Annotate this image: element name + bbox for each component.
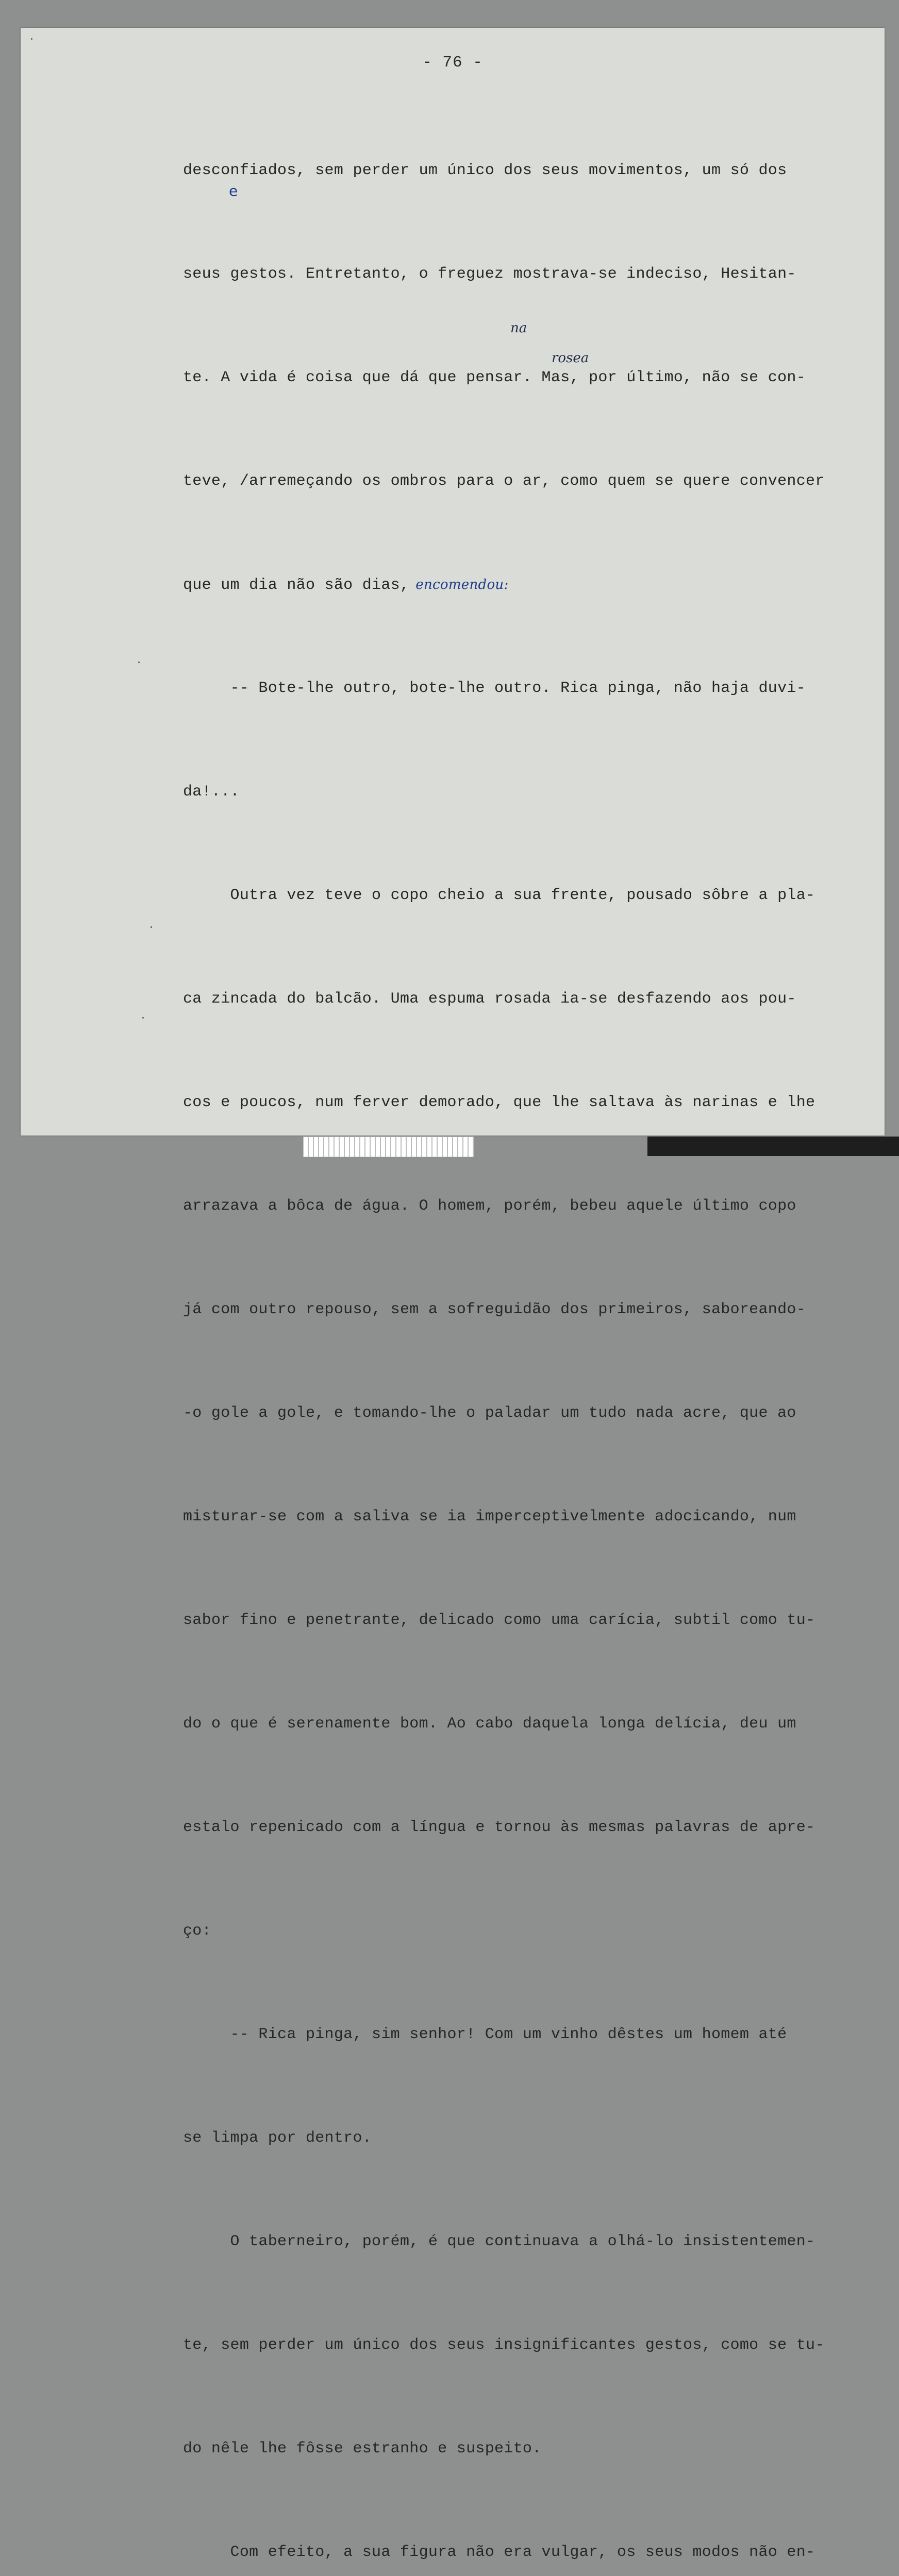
color-calibration-bar	[647, 1137, 899, 1156]
text-line: ço:	[183, 1922, 211, 1940]
text-line: já com outro repouso, sem a sofreguidão dos primeiros, saboreando-	[183, 1301, 806, 1318]
document-page	[21, 28, 885, 2561]
text-line: -- Rica pinga, sim senhor! Com um vinho dêstes um homem até	[183, 2026, 787, 2043]
text-line: estalo repenicado com a língua e tornou às mesmas palavras de apre-	[183, 1819, 815, 1836]
text-line: -- Bote-lhe outro, bote-lhe outro. Rica pinga, não haja duvi-	[183, 680, 806, 697]
text-line: do o que é serenamente bom. Ao cabo daquela longa delícia, deu um	[183, 1715, 796, 1733]
text-line: que um dia não são dias,	[183, 577, 410, 594]
text-line: teve, /arremeçando os ombros para o ar, como quem se quere convencer	[183, 472, 825, 490]
text-line: te. A vida é coisa que dá que pensar. Mas, por último, não se con-	[183, 369, 806, 386]
text-line: da!...	[183, 783, 240, 801]
text-line: Com efeito, a sua figura não era vulgar, os seus modos não en-	[183, 2544, 815, 2561]
text-line: seus gestos. Entretanto, o freguez mostrava-se indeciso, Hesitan-	[183, 265, 796, 283]
text-line: se limpa por dentro.	[183, 2129, 372, 2147]
page-number: - 76 -	[422, 54, 483, 72]
handwritten-insertion-rosea: rosea	[552, 350, 589, 366]
scale-ruler	[303, 1137, 474, 1157]
text-line: Outra vez teve o copo cheio a sua frente, pousado sôbre a pla-	[183, 887, 815, 904]
text-line: sabor fino e penetrante, delicado como uma carícia, subtil como tu-	[183, 1612, 815, 1629]
text-line: cos e poucos, num ferver demorado, que lhe saltava às narinas e lhe	[183, 1094, 815, 1111]
typescript-body	[183, 84, 876, 2576]
text-line: do nêle lhe fôsse estranho e suspeito.	[183, 2440, 542, 2458]
text-line: -o gole a gole, e tomando-lhe o paladar um tudo nada acre, que ao	[183, 1404, 796, 1422]
text-line: arrazava a bôca de água. O homem, porém, bebeu aquele último copo	[183, 1197, 796, 1215]
paper-speck	[142, 1017, 144, 1019]
text-line: te, sem perder um único dos seus insignificantes gestos, como se tu-	[183, 2336, 825, 2354]
paper-speck	[31, 38, 32, 40]
paper-speck	[151, 926, 152, 928]
handwritten-caret-e: e	[229, 182, 238, 199]
text-line: ca zincada do balcão. Uma espuma rosada ia-se desfazendo aos pou-	[183, 990, 796, 1008]
text-line-with-note	[183, 568, 876, 602]
text-line: O taberneiro, porém, é que continuava a olhá-lo insistentemen-	[183, 2233, 815, 2250]
paper-speck	[138, 662, 140, 663]
text-line: misturar-se com a saliva se ia imperceptìvelmente adocicando, num	[183, 1508, 796, 1526]
handwritten-insertion-na: na	[510, 320, 527, 336]
handwritten-note-encomendou: encomendou:	[415, 577, 509, 592]
text-line: desconfiados, sem perder um único dos seus movimentos, um só dos	[183, 162, 787, 179]
